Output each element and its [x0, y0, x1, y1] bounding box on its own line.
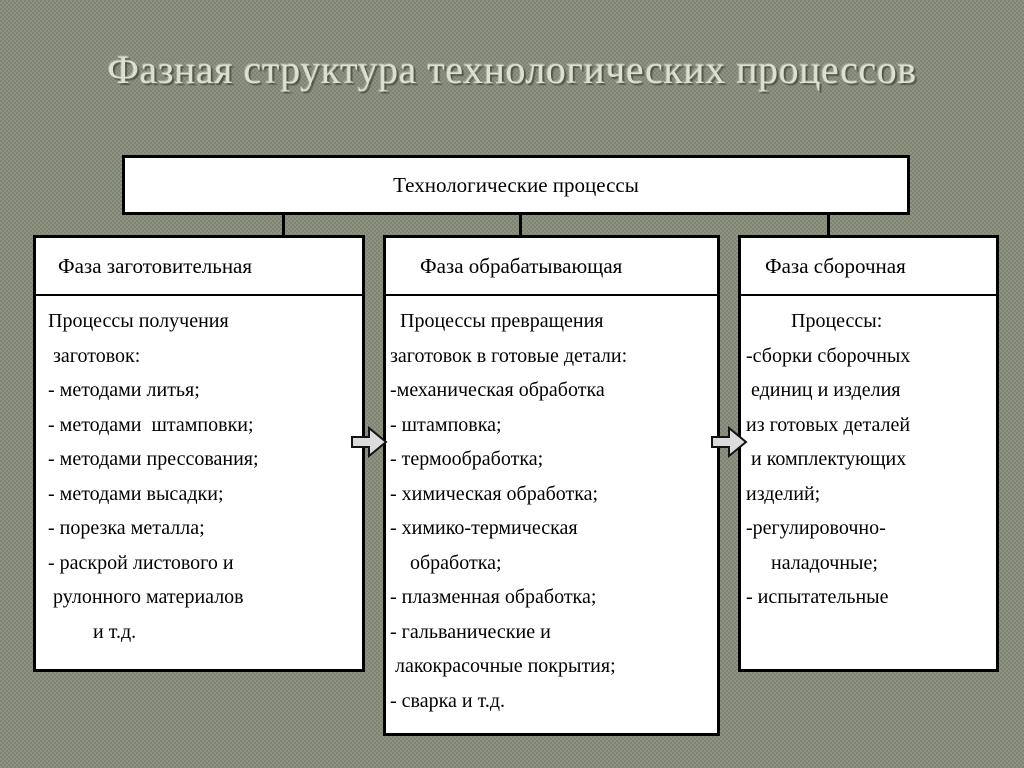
- phase-body-line: - порезка металла;: [48, 517, 205, 539]
- phase-header: Фаза обрабатывающая: [386, 238, 717, 296]
- phase-body-line: рулонного материалов: [48, 586, 244, 608]
- phase-body-line: -механическая обработка: [390, 379, 605, 401]
- phase-body: [386, 296, 717, 718]
- phase-body-line: - методами прессования;: [48, 448, 259, 470]
- phase-body-line: - методами штамповки;: [48, 413, 254, 436]
- phase-body: [741, 296, 996, 615]
- root-box: [122, 155, 910, 215]
- phase-body-line: - плазменная обработка;: [390, 586, 597, 608]
- root-box-label: Технологические процессы: [393, 172, 639, 197]
- phase-body-line: - химико-термическая: [390, 517, 578, 539]
- phase-body-line: - испытательные: [746, 586, 889, 608]
- connector-line-middle: [519, 213, 522, 237]
- phase-body-line: - раскрой листового и: [48, 551, 234, 574]
- phase-body-line: Процессы:: [746, 310, 883, 332]
- page-title: Фазная структура технологических процессов: [107, 47, 917, 92]
- phase-body-line: и т.д.: [48, 620, 137, 643]
- phase-body-line: - химическая обработка;: [390, 482, 599, 505]
- phase-box-zagotovitelnaya: [33, 235, 365, 672]
- phase-body-line: -регулировочно-: [746, 517, 886, 539]
- phase-box-sborochnaya: [738, 235, 999, 672]
- phase-body-line: заготовок в готовые детали:: [390, 344, 628, 367]
- connector-line-right: [827, 213, 830, 237]
- phase-body-line: - сварка и т.д.: [390, 689, 505, 712]
- phase-body-line: - термообработка;: [390, 448, 544, 470]
- phase-header: Фаза сборочная: [741, 238, 996, 296]
- phase-body-line: - методами высадки;: [48, 482, 224, 505]
- phase-body-line: и комплектующих: [746, 448, 907, 470]
- phase-body-line: Процессы превращения: [390, 310, 604, 332]
- phase-body-line: единиц и изделия: [746, 379, 901, 401]
- phase-body-line: Процессы получения: [48, 310, 229, 332]
- phase-body-line: изделий;: [746, 482, 821, 505]
- block-arrow-right-icon: [350, 425, 388, 459]
- phase-body-line: - гальванические и: [390, 620, 551, 643]
- phase-box-obrabatyvayushchaya: [383, 235, 720, 736]
- phase-header: Фаза заготовительная: [36, 238, 362, 296]
- phase-body-line: - штамповка;: [390, 413, 502, 436]
- phase-body-line: обработка;: [390, 551, 502, 574]
- phase-body-line: - методами литья;: [48, 379, 200, 401]
- connector-line-left: [282, 213, 285, 237]
- phase-body-line: наладочные;: [746, 551, 878, 574]
- phase-body: [36, 296, 362, 649]
- block-arrow-right-icon: [710, 425, 748, 459]
- phase-body-line: лакокрасочные покрытия;: [390, 655, 616, 677]
- phase-body-line: заготовок:: [48, 344, 141, 367]
- phase-body-line: из готовых деталей: [746, 413, 911, 436]
- phase-body-line: -сборки сборочных: [746, 344, 911, 367]
